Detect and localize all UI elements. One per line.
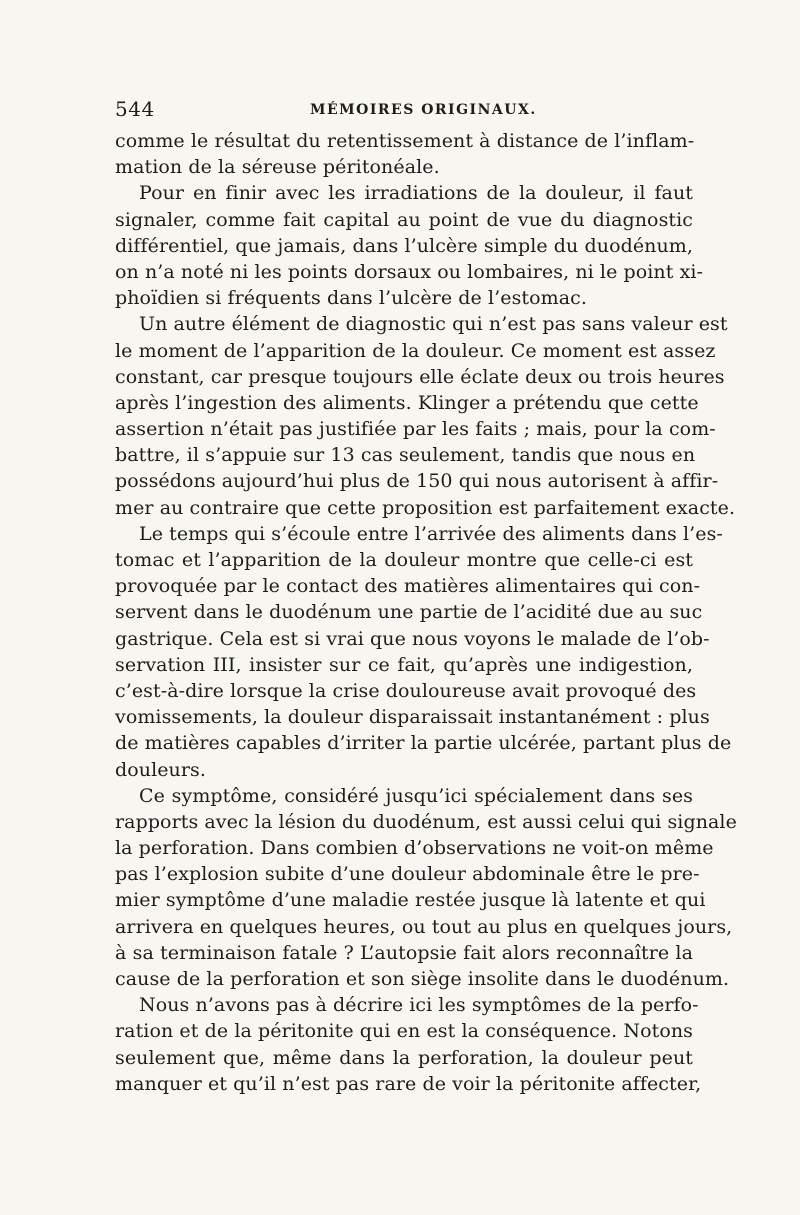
text-line: après l’ingestion des aliments. Klinger a prétendu que cette [115, 391, 699, 414]
text-line: arrivera en quelques heures, ou tout au plus en quelques jours, [115, 915, 733, 938]
running-title: MÉMOIRES ORIGINAUX. [310, 102, 537, 118]
text-line: mier symptôme d’une maladie restée jusque là latente et qui [115, 889, 706, 912]
text-line: signaler, comme fait capital au point de vue du diagnostic [115, 208, 693, 231]
text-line: gastrique. Cela est si vrai que nous voyons le malade de l’ob- [115, 627, 710, 650]
text-line: rapports avec la lésion du duodénum, est aussi celui qui signale [115, 810, 737, 833]
page-number: 544 [115, 97, 155, 121]
text-line: Un autre élément de diagnostic qui n’est pas sans valeur est [139, 313, 728, 336]
text-line: possédons aujourd’hui plus de 150 qui nous autorisent à affir- [115, 470, 719, 493]
text-line: le moment de l’apparition de la douleur. Ce moment est assez [115, 339, 716, 362]
text-line: on n’a noté ni les points dorsaux ou lombaires, ni le point xi- [115, 260, 704, 283]
text-line: c’est-à-dire lorsque la crise douloureuse avait provoqué des [115, 679, 697, 702]
page-header [115, 97, 693, 125]
text-line: cause de la perforation et son siège insolite dans le duodénum. [115, 968, 730, 990]
text-line: douleurs. [115, 758, 206, 781]
text-line: battre, il s’appuie sur 13 cas seulement, tandis que nous en [115, 444, 696, 467]
text-line: Le temps qui s’écoule entre l’arrivée des aliments dans l’es- [139, 522, 723, 545]
text-line: provoquée par le contact des matières alimentaires qui con- [115, 575, 701, 598]
text-line: manquer et qu’il n’est pas rare de voir la péritonite affecter, [115, 1072, 702, 1095]
text-line: phoïdien si fréquents dans l’ulcère de l’estomac. [115, 287, 587, 310]
text-line: Ce symptôme, considéré jusqu’ici spécialement dans ses [139, 784, 693, 807]
text-line: pas l’explosion subite d’une douleur abdominale être le pre- [115, 863, 700, 886]
text-line: seulement que, même dans la perforation, la douleur peut [115, 1046, 693, 1069]
text-line: constant, car presque toujours elle éclate deux ou trois heures [115, 365, 725, 388]
text-line: la perforation. Dans combien d’observations ne voit-on même [115, 837, 714, 860]
text-line: comme le résultat du retentissement à distance de l’inflam- [115, 130, 695, 152]
text-line: à sa terminaison fatale ? L’autopsie fait alors reconnaître la [115, 941, 693, 964]
text-line: mation de la séreuse péritonéale. [115, 156, 440, 179]
text-line: servation III, insister sur ce fait, qu’après une indigestion, [115, 653, 693, 676]
text-line: assertion n’était pas justifiée par les faits ; mais, pour la com- [115, 418, 716, 441]
text-line: servent dans le duodénum une partie de l’acidité due au suc [115, 601, 703, 624]
body-text [115, 128, 737, 1097]
text-line: tomac et l’apparition de la douleur montre que celle-ci est [115, 549, 693, 571]
text-line: Nous n’avons pas à décrire ici les symptômes de la perfo- [139, 994, 699, 1017]
text-line: vomissements, la douleur disparaissait instantanément : plus [115, 706, 710, 729]
text-line: mer au contraire que cette proposition est parfaitement exacte. [115, 496, 736, 519]
text-line: différentiel, que jamais, dans l’ulcère simple du duodénum, [115, 234, 693, 257]
text-line: Pour en finir avec les irradiations de la douleur, il faut [139, 182, 693, 205]
text-line: de matières capables d’irriter la partie ulcérée, partant plus de [115, 732, 732, 755]
text-line: ration et de la péritonite qui en est la conséquence. Notons [115, 1020, 693, 1043]
